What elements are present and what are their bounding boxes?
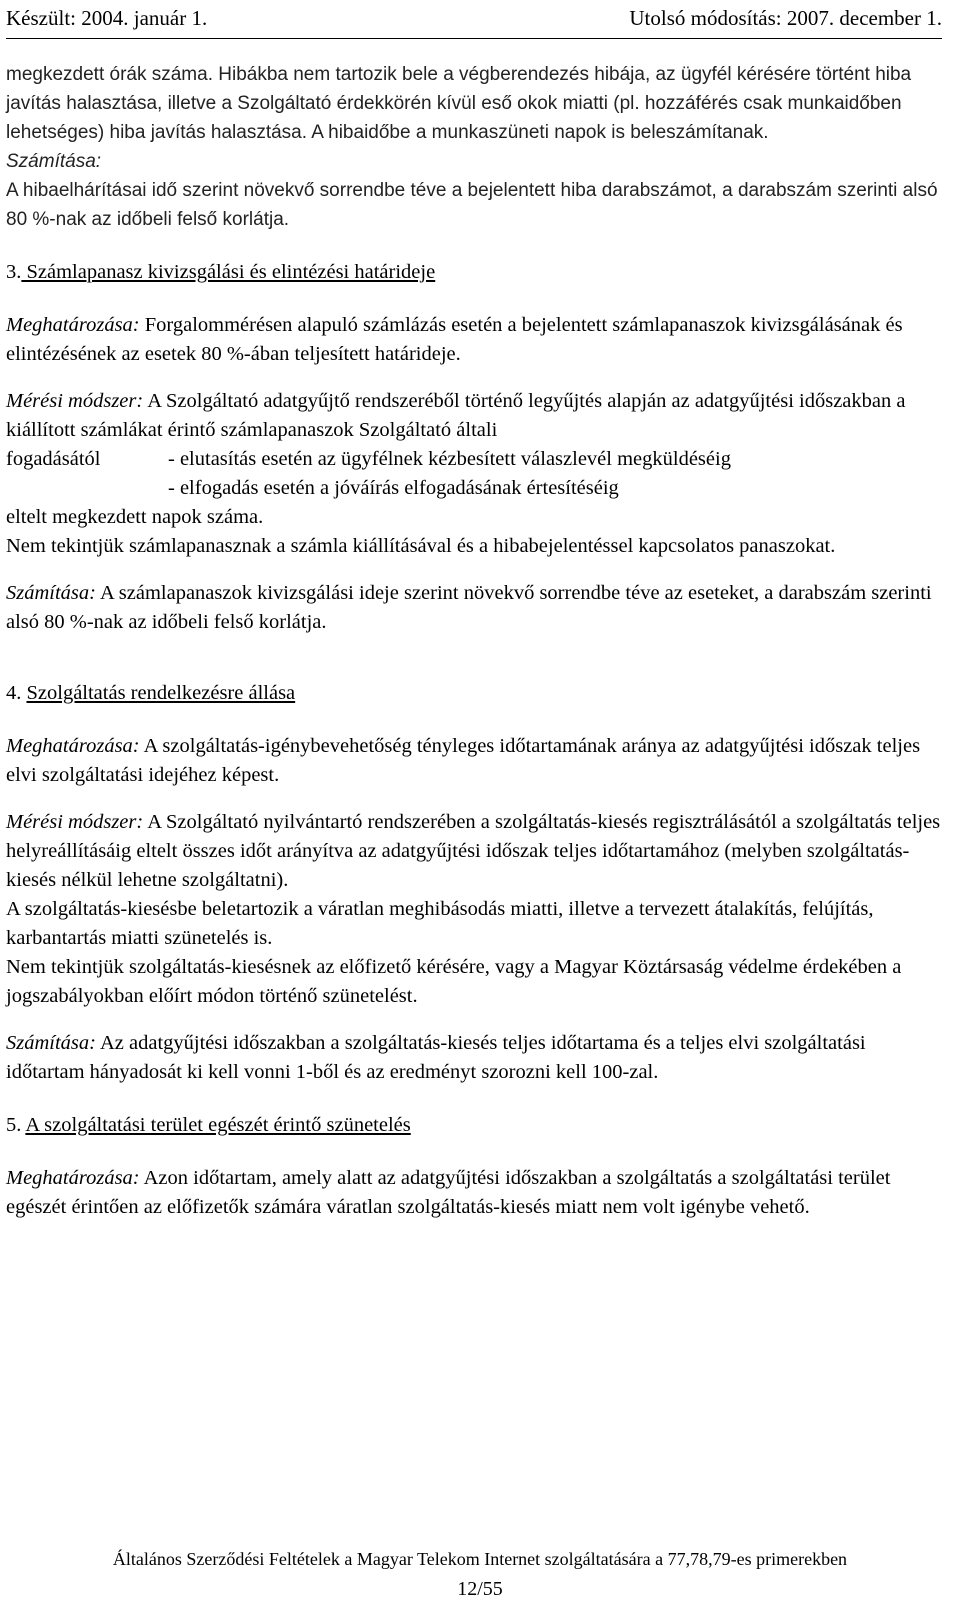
- section-4-heading: [6, 679, 946, 708]
- section-5-title: A szolgáltatási terület egészét érintő szünetelés: [25, 1114, 411, 1136]
- section-4-title: Szolgáltatás rendelkezésre állása: [26, 682, 296, 704]
- definition-text: A szolgáltatás-igénybevehetőség tényleges időtartamának aránya az adatgyűjtési időszak teljes elvi szolgáltatási idejéhez képest.: [6, 735, 921, 786]
- intro-block: [6, 60, 946, 234]
- section-4-method: [6, 808, 946, 1011]
- section-3-calculation: [6, 579, 946, 637]
- method-from: fogadásától: [6, 448, 101, 470]
- section-5-definition: [6, 1164, 946, 1222]
- section-3: [6, 258, 946, 637]
- calc-text: A számlapanaszok kivizsgálási ideje szerint növekvő sorrendbe téve az eseteket, a darabszám szerinti alsó 80 %-nak az időbeli felső korlátja.: [6, 582, 932, 633]
- method-intro: [6, 808, 946, 895]
- method-text: A Szolgáltató adatgyűjtő rendszeréből történő legyűjtés alapján az adatgyűjtési időszakban a kiállított számlákat érintő számlapanaszok Szolgáltató általi: [6, 390, 906, 441]
- section-3-definition: [6, 311, 946, 369]
- section-3-number: 3.: [6, 261, 22, 283]
- section-3-method: [6, 387, 946, 561]
- created-date: Készült: 2004. január 1.: [6, 6, 208, 30]
- intro-paragraph: megkezdett órák száma. Hibákba nem tartozik bele a végberendezés hibája, az ügyfél kérésére történt hiba javítás halasztása, illetve a Szolgáltató érdekkörén kívül eső okok miatti (pl. hozzáférés csak munkaidőben lehetséges) hiba javítás halasztása. A hibaidőbe a munkaszüneti napok is beleszámítanak.: [6, 64, 912, 143]
- page-content: [6, 60, 946, 1222]
- definition-text: Forgalommérésen alapuló számlázás esetén a bejelentett számlapanaszok kivizsgálásának és elintézésének az esetek 80 %-ában teljesített határideje.: [6, 314, 903, 365]
- modified-date: Utolsó módosítás: 2007. december 1.: [629, 6, 942, 30]
- page-number: 12/55: [457, 1578, 503, 1600]
- definition-label: Meghatározása:: [6, 735, 140, 757]
- section-5: [6, 1111, 946, 1222]
- intro-calc-label: Számítása:: [6, 151, 102, 172]
- method-option-row: [6, 445, 946, 474]
- section-4-calculation: [6, 1029, 946, 1087]
- section-5-heading: [6, 1111, 946, 1140]
- method-label: Mérési módszer:: [6, 390, 144, 412]
- calc-label: Számítása:: [6, 582, 96, 604]
- calc-text: Az adatgyűjtési időszakban a szolgáltatás-kiesés teljes időtartama és a teljes elvi szolgáltatási időtartam hányadosát ki kell vonni 1-ből és az eredményt szorozni kell 100-zal.: [6, 1032, 866, 1083]
- definition-text: Azon időtartam, amely alatt az adatgyűjtési időszakban a szolgáltatás a szolgáltatási terület egészét érintően az előfizetők számára váratlan szolgáltatás-kiesés miatt nem volt igénybe vehető.: [6, 1167, 891, 1218]
- page-footer: [0, 1546, 960, 1602]
- method-option-1: - elutasítás esetén az ügyfélnek kézbesített válaszlevél megküldéséig: [168, 448, 731, 470]
- page-header: [6, 2, 942, 36]
- method-text: A Szolgáltató nyilvántartó rendszerében a szolgáltatás-kiesés regisztrálásától a szolgáltatás teljes helyreállításáig eltelt összes időt arányítva az adatgyűjtési időszak teljes időtartamához (melyben szolgáltatás-kiesés nélkül lehetne szolgáltatni).: [6, 811, 941, 891]
- section-3-title: Számlapanasz kivizsgálási és elintézési határideje: [21, 261, 436, 283]
- header-rule: [6, 38, 942, 39]
- method-end: eltelt megkezdett napok száma.: [6, 506, 264, 528]
- section-5-number: 5.: [6, 1114, 22, 1136]
- method-intro: [6, 387, 946, 445]
- section-4: [6, 679, 946, 1087]
- definition-label: Meghatározása:: [6, 314, 140, 336]
- section-4-definition: [6, 732, 946, 790]
- method-inclusion: A szolgáltatás-kiesésbe beletartozik a váratlan meghibásodás miatti, illetve a tervezett átalakítás, felújítás, karbantartás miatti szünetelés is.: [6, 898, 874, 949]
- calc-label: Számítása:: [6, 1032, 96, 1054]
- method-exclusion: Nem tekintjük szolgáltatás-kiesésnek az előfizető kérésére, vagy a Magyar Köztársaság védelme érdekében a jogszabályokban előírt módon történő szünetelést.: [6, 956, 902, 1007]
- method-exclusion: Nem tekintjük számlapanasznak a számla kiállításával és a hibabejelentéssel kapcsolatos panaszokat.: [6, 535, 836, 557]
- section-4-number: 4.: [6, 682, 22, 704]
- footer-title: Általános Szerződési Feltételek a Magyar Telekom Internet szolgáltatására a 77,78,79-es primerekben: [112, 1549, 848, 1569]
- definition-label: Meghatározása:: [6, 1167, 140, 1189]
- method-option-2: - elfogadás esetén a jóváírás elfogadásának értesítéséig: [168, 477, 619, 499]
- section-3-heading: [6, 258, 946, 287]
- method-label: Mérési módszer:: [6, 811, 144, 833]
- intro-calc-text: A hibaelhárításai idő szerint növekvő sorrendbe téve a bejelentett hiba darabszámot, a darabszám szerinti alsó 80 %-nak az időbeli felső korlátja.: [6, 180, 938, 230]
